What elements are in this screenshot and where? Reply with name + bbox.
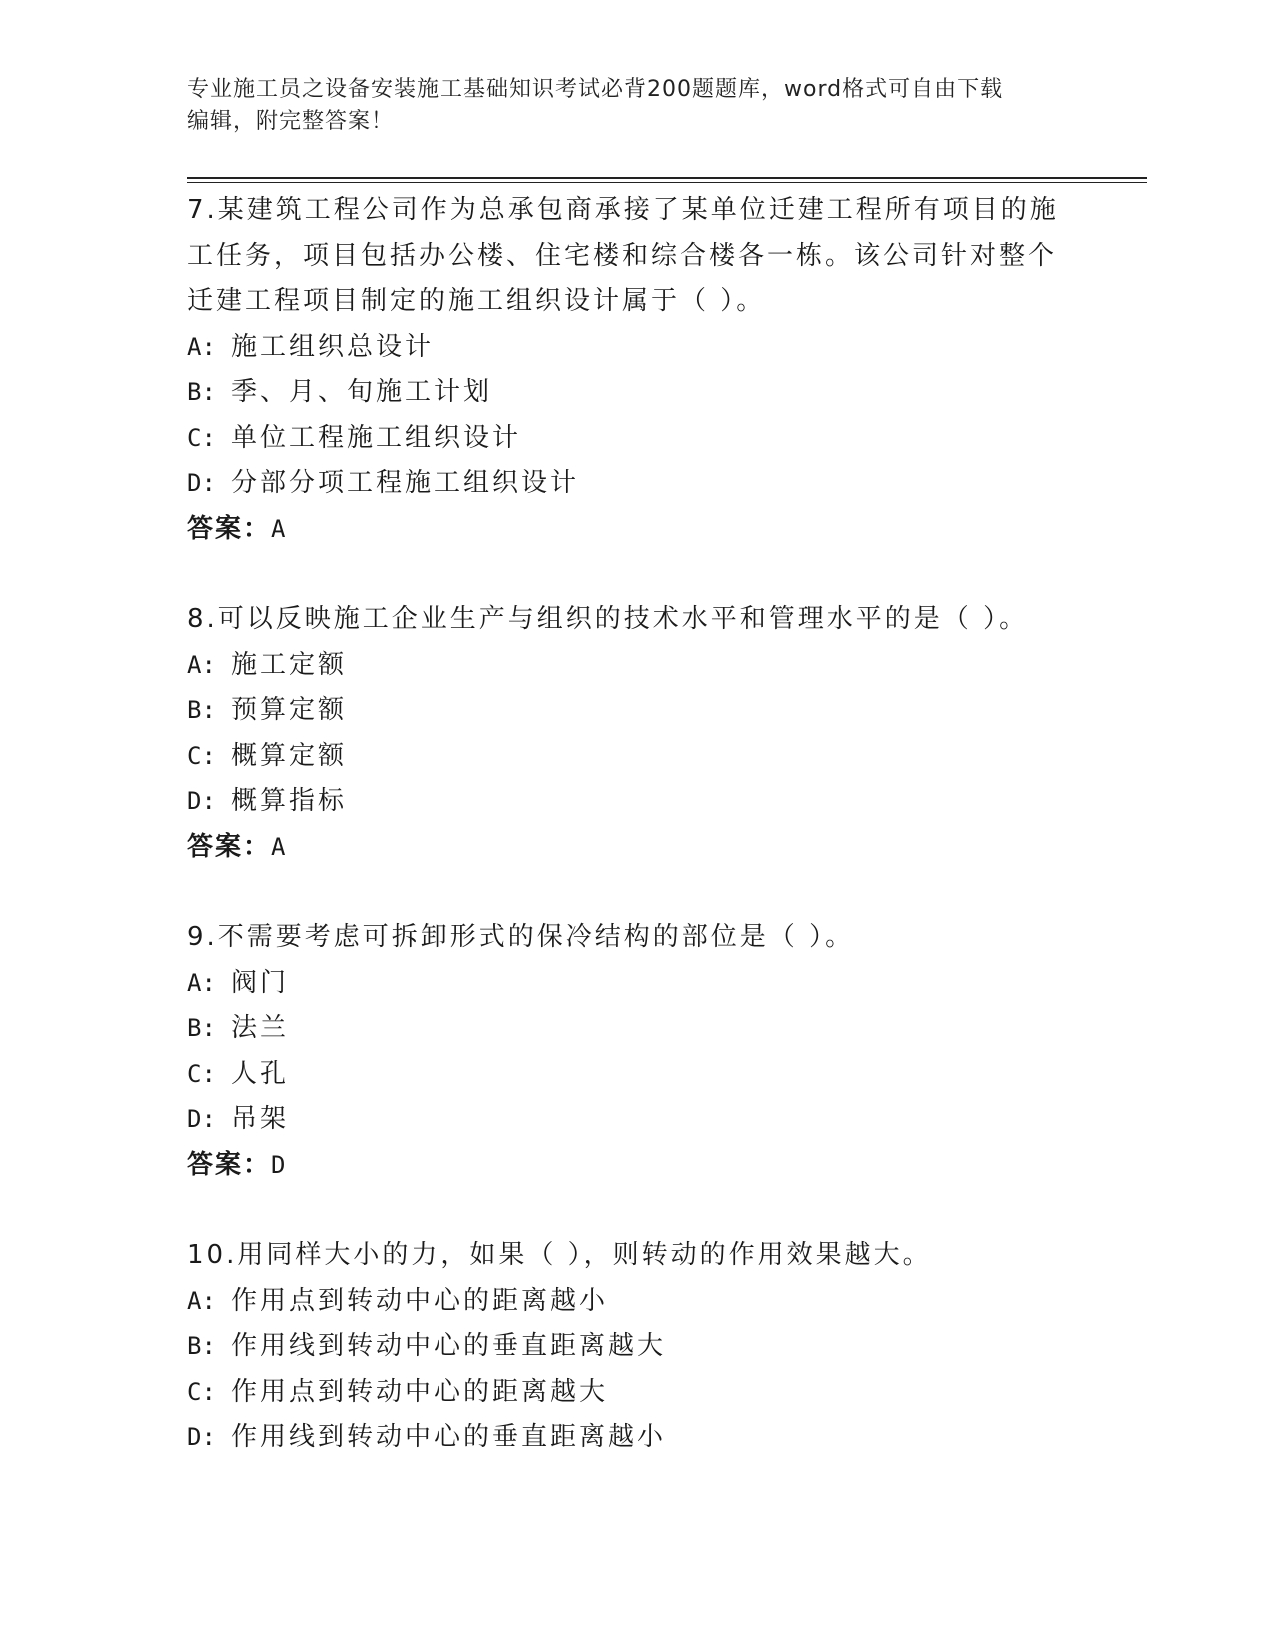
answer-value: D xyxy=(271,1150,288,1179)
option-d xyxy=(187,1097,1067,1143)
option-text: 单位工程施工组织设计 xyxy=(231,422,522,453)
option-letter: D: xyxy=(187,787,216,815)
option-text: 施工组织总设计 xyxy=(231,331,435,362)
option-text: 施工定额 xyxy=(231,649,348,680)
answer-value: A xyxy=(271,514,288,543)
spacer xyxy=(187,870,1067,915)
header-line-1: 专业施工员之设备安装施工基础知识考试必背200题题库，word格式可自由下载 xyxy=(187,77,1004,102)
option-text: 阀门 xyxy=(231,967,290,998)
question-stem xyxy=(187,188,1067,325)
question-stem xyxy=(187,597,1067,643)
question-stem xyxy=(187,915,1067,961)
stem-line: 迁建工程项目制定的施工组织设计属于（ ）。 xyxy=(187,286,766,316)
option-b xyxy=(187,688,1067,734)
option-text: 作用点到转动中心的距离越小 xyxy=(231,1285,609,1316)
option-letter: B: xyxy=(187,1332,216,1360)
option-letter: D: xyxy=(187,469,216,497)
question-8 xyxy=(187,597,1067,870)
question-stem xyxy=(187,1233,1067,1279)
option-letter: B: xyxy=(187,1014,216,1042)
stem-line: 工任务，项目包括办公楼、住宅楼和综合楼各一栋。该公司针对整个 xyxy=(187,240,1058,271)
answer-line xyxy=(187,507,1067,553)
option-a xyxy=(187,643,1067,689)
option-text: 概算定额 xyxy=(231,740,348,771)
option-text: 吊架 xyxy=(231,1104,290,1134)
spacer xyxy=(187,552,1067,597)
option-letter: C: xyxy=(187,741,216,770)
option-letter: D: xyxy=(187,1423,216,1451)
answer-line xyxy=(187,825,1067,871)
option-c xyxy=(187,1370,1067,1416)
option-text: 预算定额 xyxy=(231,695,348,725)
option-d xyxy=(187,1415,1067,1461)
option-c xyxy=(187,1052,1067,1098)
stem-line: 9.不需要考虑可拆卸形式的保冷结构的部位是（ ）。 xyxy=(187,922,855,952)
option-text: 作用点到转动中心的距离越大 xyxy=(231,1376,609,1407)
option-text: 分部分项工程施工组织设计 xyxy=(231,468,580,498)
option-d xyxy=(187,779,1067,825)
option-text: 人孔 xyxy=(231,1058,290,1089)
answer-label: 答案： xyxy=(187,513,272,544)
option-text: 季、月、旬施工计划 xyxy=(231,377,493,407)
option-a xyxy=(187,1279,1067,1325)
answer-label: 答案： xyxy=(187,1149,272,1180)
option-text: 法兰 xyxy=(231,1013,290,1043)
option-letter: B: xyxy=(187,378,216,406)
header-divider-thick xyxy=(187,177,1147,179)
option-c xyxy=(187,734,1067,780)
question-list xyxy=(187,188,1067,1461)
header-line-2: 编辑，附完整答案！ xyxy=(187,109,395,134)
question-9 xyxy=(187,915,1067,1188)
question-10 xyxy=(187,1233,1067,1461)
option-letter: A: xyxy=(187,332,216,361)
option-c xyxy=(187,416,1067,462)
answer-label: 答案： xyxy=(187,831,272,862)
option-letter: A: xyxy=(187,650,216,679)
option-letter: A: xyxy=(187,968,216,997)
option-b xyxy=(187,370,1067,416)
question-7 xyxy=(187,188,1067,552)
stem-line: 7.某建筑工程公司作为总承包商承接了某单位迁建工程所有项目的施 xyxy=(187,195,1059,225)
document-header xyxy=(187,74,1067,138)
option-a xyxy=(187,325,1067,371)
answer-value: A xyxy=(271,832,288,861)
option-letter: C: xyxy=(187,1377,216,1406)
option-b xyxy=(187,1324,1067,1370)
option-letter: C: xyxy=(187,1059,216,1088)
header-divider-thin xyxy=(187,182,1147,183)
spacer xyxy=(187,1188,1067,1233)
option-b xyxy=(187,1006,1067,1052)
stem-line: 8.可以反映施工企业生产与组织的技术水平和管理水平的是（ ）。 xyxy=(187,604,1029,634)
option-d xyxy=(187,461,1067,507)
option-letter: B: xyxy=(187,696,216,724)
option-text: 作用线到转动中心的垂直距离越小 xyxy=(231,1422,667,1452)
option-a xyxy=(187,961,1067,1007)
option-letter: A: xyxy=(187,1286,216,1315)
option-text: 概算指标 xyxy=(231,786,348,816)
answer-line xyxy=(187,1143,1067,1189)
option-text: 作用线到转动中心的垂直距离越大 xyxy=(231,1331,667,1361)
option-letter: D: xyxy=(187,1105,216,1133)
stem-line: 10.用同样大小的力，如果（ ），则转动的作用效果越大。 xyxy=(187,1240,932,1270)
option-letter: C: xyxy=(187,423,216,452)
